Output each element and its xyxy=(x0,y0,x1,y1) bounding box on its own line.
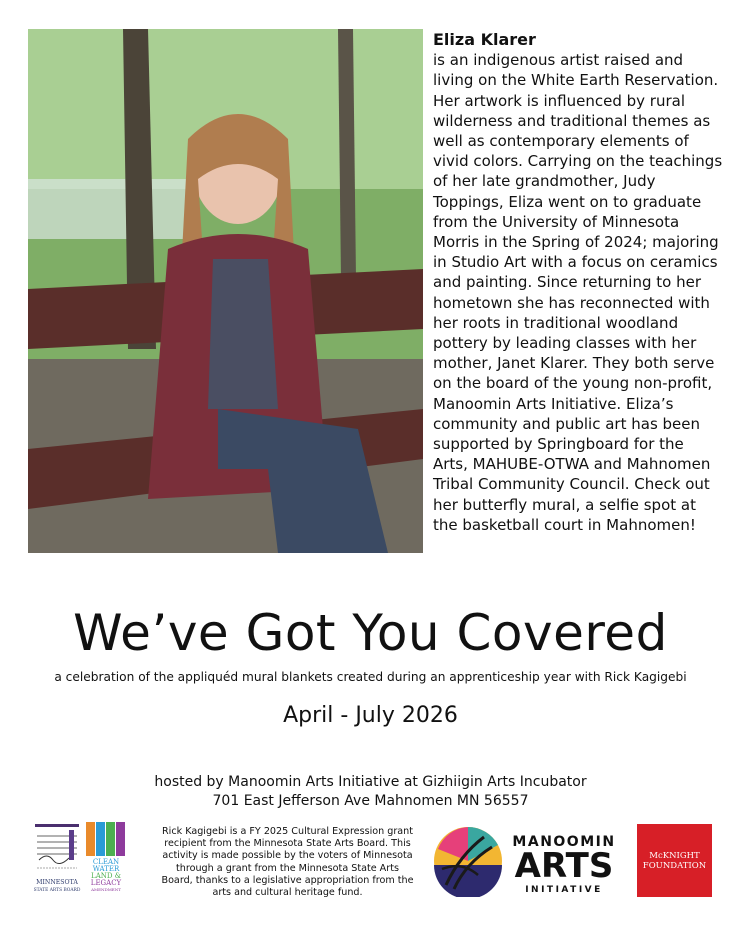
bio-text: is an indigenous artist raised and living on the White Earth Reservation. Her artwork is influenced by rural wilderness and traditional themes as well as contemporary elements of vivid colors. Carrying on the teachings of her late grandmother, Judy Toppings, Eliza went on to graduate from the University of Minnesota Morris in the Spring of 2024; majoring in Studio Art with a focus on ceramics and painting. Since returning to her hometown she has reconnected with her roots in traditional woodland pottery by leading classes with her mother, Janet Klarer. They both serve on the board of the young non-profit, Manoomin Arts Initiative. Eliza’s community and public art has been supported by Springboard for the Arts, MAHUBE-OTWA and Mahnomen Tribal Community Council. Check out her butterfly mural, a selfie spot at the basketball court in Mahnomen! xyxy=(433,51,723,534)
cw-line-1: CLEAN xyxy=(92,858,120,866)
mcknight-line-1: McKNIGHT xyxy=(649,850,700,861)
artist-name: Eliza Klarer xyxy=(433,30,536,49)
initiative-wordmark: INITIATIVE xyxy=(525,885,603,895)
msab-logo xyxy=(33,822,81,896)
manoomin-arts-logo xyxy=(432,825,622,897)
mcknight-logo xyxy=(637,824,712,897)
artist-bio xyxy=(433,30,723,535)
address-line: 701 East Jefferson Ave Mahnomen MN 56557 xyxy=(212,793,529,809)
cw-line-3: LAND & xyxy=(91,872,121,880)
artist-photo xyxy=(28,29,423,553)
grant-acknowledgement: Rick Kagigebi is a FY 2025 Cultural Expression grant recipient from the Minnesota State Arts Board. This activity is made possible by the voters of Minnesota through a grant from the Minnesota State Arts Board, thanks to a legislative appropriation from the arts and cultural heritage fund. xyxy=(161,826,414,899)
clean-water-legacy-logo xyxy=(84,822,126,896)
cw-line-2: WATER xyxy=(92,865,120,873)
exhibit-dates: April - July 2026 xyxy=(283,703,458,728)
subtitle: a celebration of the appliquéd mural blankets created during an apprenticeship year with Rick Kagigebi xyxy=(54,670,687,684)
manoomin-wordmark: MANOOMIN xyxy=(512,834,616,850)
arts-wordmark: ARTS xyxy=(514,846,614,886)
headline: We’ve Got You Covered xyxy=(73,604,668,662)
msab-name-2: STATE ARTS BOARD xyxy=(33,888,81,893)
cw-line-5: AMENDMENT xyxy=(91,887,121,892)
mcknight-line-2: FOUNDATION xyxy=(642,860,707,871)
host-line: hosted by Manoomin Arts Initiative at Gizhiigin Arts Incubator xyxy=(154,774,587,790)
host-info xyxy=(0,773,741,811)
msab-name-1: MINNESOTA xyxy=(36,879,78,886)
cw-line-4: LEGACY xyxy=(90,879,122,887)
